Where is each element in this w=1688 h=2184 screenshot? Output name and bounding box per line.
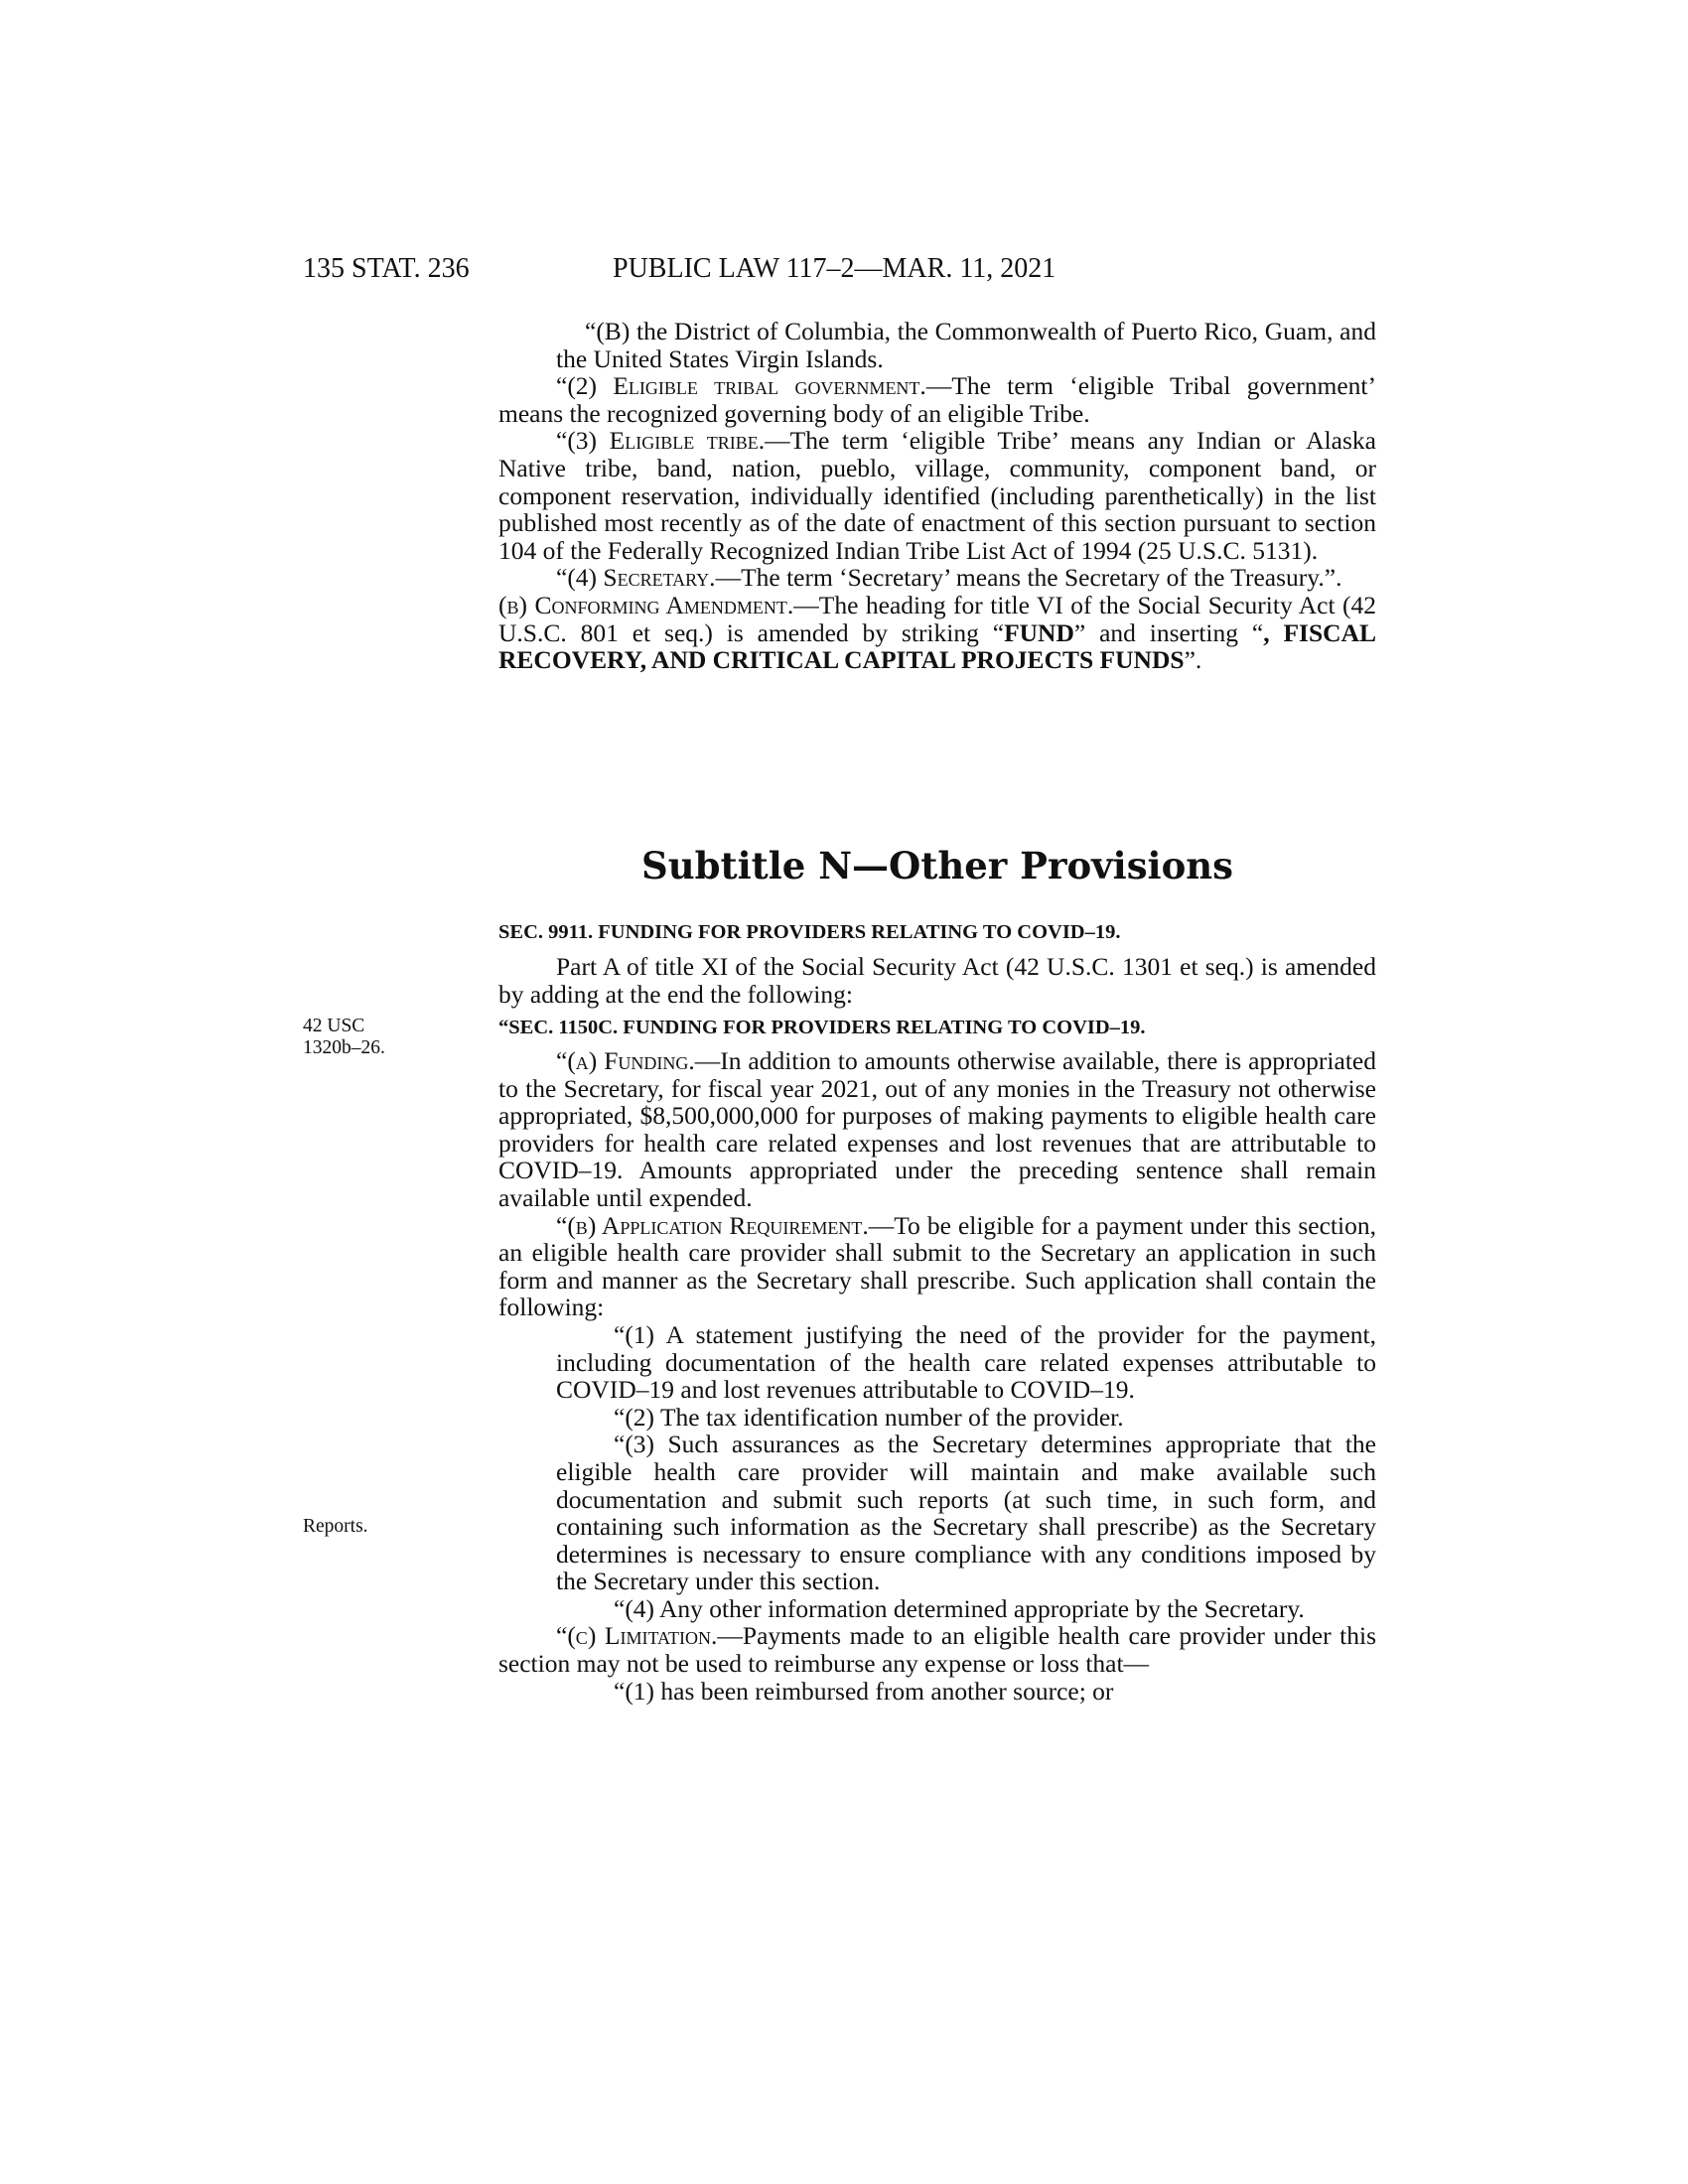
margin-note-usc: 42 USC 1320b–26. bbox=[303, 1016, 385, 1058]
subsection-c: “(c) Limitation.—Payments made to an eligible health care provider under this section may not be used to reimburse any expense or loss that— bbox=[498, 1621, 1376, 1679]
definition-4: “(4) Secretary.—The term ‘Secretary’ means the Secretary of the Treasury.”. bbox=[556, 563, 1342, 593]
section-body bbox=[498, 1047, 1376, 1705]
section-intro: Part A of title XI of the Social Security Act (42 U.S.C. 1301 et seq.) is amended by adding at the end the following: bbox=[498, 952, 1376, 1009]
paragraph-b2: “(2) The tax identification number of the provider. bbox=[614, 1402, 1124, 1432]
inserted-section-heading: “SEC. 1150C. FUNDING FOR PROVIDERS RELATING TO COVID–19. bbox=[498, 1017, 1146, 1038]
paragraph-b4: “(4) Any other information determined appropriate by the Secretary. bbox=[614, 1593, 1305, 1623]
page-number: 135 STAT. 236 bbox=[303, 253, 470, 284]
definition-b: “(B) the District of Columbia, the Commonwealth of Puerto Rico, Guam, and the United States Virgin Islands. bbox=[556, 317, 1376, 373]
subsection-b: “(b) Application Requirement.—To be eligible for a payment under this section, an eligible health care provider shall submit to the Secretary an application in such form and manner as the Secretary shall prescribe. Such application shall contain the following: bbox=[498, 1210, 1376, 1322]
paragraph-b3: “(3) Such assurances as the Secretary determines appropriate that the eligible health care provider will maintain and make available such documentation and submit such reports (at such time, in such form, and containing such information as the Secretary shall prescribe) as the Secretary determines is necessary to ensure compliance with any conditions imposed by the Secretary under this section. bbox=[556, 1430, 1376, 1596]
subsection-a: “(a) Funding.—In addition to amounts otherwise available, there is appropriated to the Secretary, for fiscal year 2021, out of any monies in the Treasury not otherwise appropriated, $8,500,000,000 for purposes of making payments to eligible health care providers for health care related expenses and lost revenues that are attributable to COVID–19. Amounts appropriated under the preceding sentence shall remain available until expended. bbox=[498, 1046, 1376, 1212]
definitions-block bbox=[498, 318, 1376, 674]
conforming-amendment: (b) Conforming Amendment.—The heading for title VI of the Social Security Act (42 U.S.C. 801 et seq.) is amended by striking “FUND” and inserting “, FISCAL RECOVERY, AND CRITICAL CAPITAL PROJECTS FUNDS”. bbox=[498, 590, 1377, 675]
definition-2: “(2) Eligible tribal government.—The term ‘eligible Tribal government’ means the recognized governing body of an eligible Tribe. bbox=[498, 371, 1377, 428]
margin-note-reports: Reports. bbox=[303, 1516, 368, 1537]
paragraph-b1: “(1) A statement justifying the need of the provider for the payment, including documentation of the health care related expenses attributable to COVID–19 and lost revenues attributable to COVID–19. bbox=[556, 1319, 1376, 1405]
section-heading: SEC. 9911. FUNDING FOR PROVIDERS RELATING TO COVID–19. bbox=[498, 921, 1121, 943]
running-head: PUBLIC LAW 117–2—MAR. 11, 2021 bbox=[613, 253, 1056, 284]
subtitle-heading: Subtitle N—Other Provisions bbox=[640, 844, 1233, 887]
definition-3: “(3) Eligible tribe.—The term ‘eligible Tribe’ means any Indian or Alaska Native tribe, band, nation, pueblo, village, community, component band, or component reservation, individually identified (including parenthetically) in the list published most recently as of the date of enactment of this section pursuant to section 104 of the Federally Recognized Indian Tribe List Act of 1994 (25 U.S.C. 5131). bbox=[498, 426, 1376, 565]
paragraph-c1: “(1) has been reimbursed from another source; or bbox=[614, 1676, 1114, 1706]
